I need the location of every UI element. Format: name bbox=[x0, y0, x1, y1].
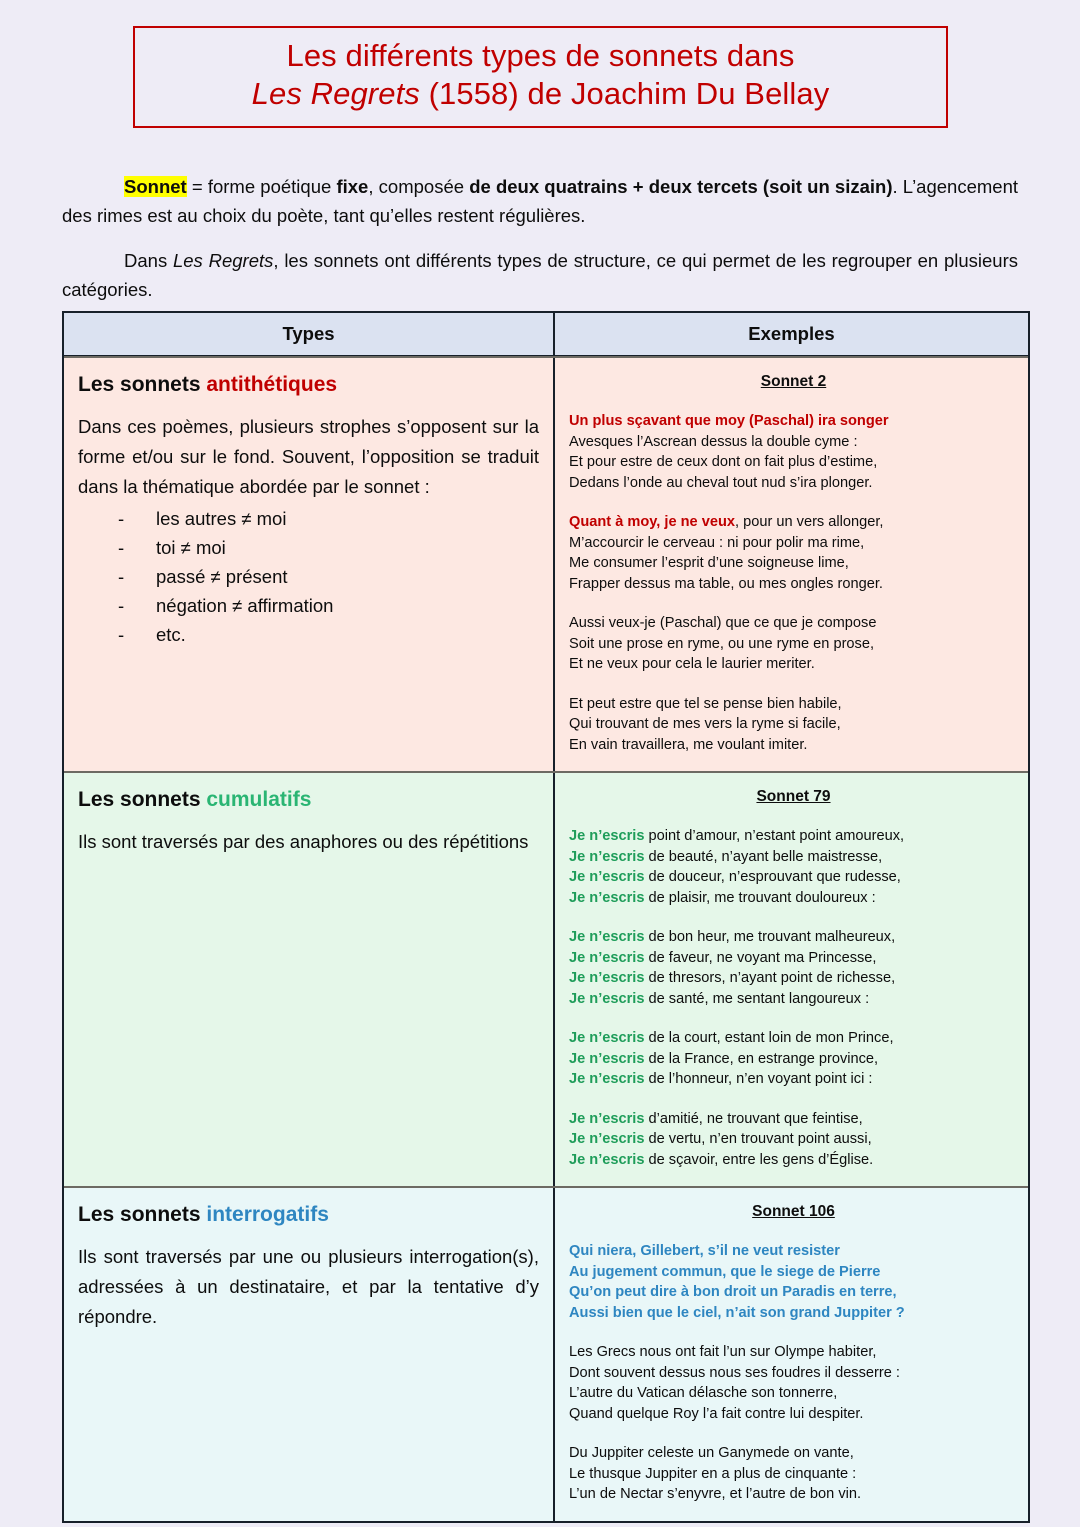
poem-line bbox=[569, 1303, 1018, 1324]
list-item: - négation ≠ affirmation bbox=[118, 591, 539, 620]
poem-line-emphasis: Je n’escris bbox=[569, 970, 645, 986]
poem-line-rest: Qui trouvant de mes vers la ryme si facile, bbox=[569, 716, 841, 732]
poem-line-rest: de faveur, ne voyant ma Princesse, bbox=[644, 949, 877, 966]
poem-line bbox=[569, 1443, 1018, 1464]
poem-line-emphasis: Je n’escris bbox=[569, 848, 645, 865]
poem-line-rest: de vertu, n’en trouvant point aussi, bbox=[644, 1131, 872, 1147]
example-cell-sonnet-2 bbox=[555, 358, 1028, 771]
poem-line bbox=[569, 533, 1018, 554]
poem-line bbox=[569, 1109, 1018, 1130]
poem-title: Sonnet 2 bbox=[760, 373, 827, 390]
header-cell-exemples: Exemples bbox=[555, 313, 1028, 355]
intro-paragraph-1 bbox=[62, 172, 1018, 230]
intro-section bbox=[62, 172, 1018, 304]
type-heading-plain: Les sonnets bbox=[78, 1203, 207, 1226]
poem-line-emphasis: Je n’escris bbox=[569, 1151, 645, 1168]
poem-line bbox=[569, 735, 1018, 756]
example-cell-sonnet-79 bbox=[555, 773, 1028, 1186]
type-cell-cumulatifs bbox=[64, 773, 555, 1186]
poem-line bbox=[569, 867, 1018, 888]
poem-line-emphasis: Je n’escris bbox=[569, 1110, 645, 1127]
poem-line bbox=[569, 1383, 1018, 1404]
poem-line bbox=[569, 714, 1018, 735]
table-row bbox=[64, 1186, 1028, 1521]
type-heading-plain: Les sonnets bbox=[78, 373, 207, 396]
poem-line bbox=[569, 1069, 1018, 1090]
poem-line bbox=[569, 1484, 1018, 1505]
poem-line-rest: de thresors, n’ayant point de richesse, bbox=[644, 970, 896, 986]
poem-line-emphasis: Je n’escris bbox=[569, 1050, 645, 1067]
intro-p1-bold-1: fixe bbox=[336, 176, 369, 197]
poem-line-rest: de la France, en estrange province, bbox=[644, 1050, 879, 1067]
title-line-2 bbox=[145, 75, 936, 113]
poem-stanza bbox=[569, 1241, 1018, 1323]
poem-line bbox=[569, 826, 1018, 847]
poem-stanza bbox=[569, 1443, 1018, 1505]
poem-line-rest: Les Grecs nous ont fait l’un sur Olympe habiter, bbox=[569, 1344, 877, 1360]
sonnet-types-table bbox=[62, 311, 1030, 1523]
list-item: - etc. bbox=[118, 620, 539, 649]
poem-line bbox=[569, 473, 1018, 494]
poem-line-emphasis: Au jugement commun, que le siege de Pierre bbox=[569, 1263, 881, 1280]
poem-stanza bbox=[569, 512, 1018, 594]
poem-line bbox=[569, 989, 1018, 1010]
poem-line bbox=[569, 654, 1018, 675]
poem-line-rest: de douceur, n’esprouvant que rudesse, bbox=[644, 869, 901, 885]
type-description-cumulatifs: Ils sont traversés par des anaphores ou des répétitions bbox=[78, 831, 529, 852]
type-cell-interrogatifs bbox=[64, 1188, 555, 1521]
example-cell-sonnet-106 bbox=[555, 1188, 1028, 1521]
poem-line-rest: Me consumer l’esprit d’une soigneuse lime, bbox=[569, 555, 849, 571]
poem-line-rest: point d’amour, n’estant point amoureux, bbox=[644, 828, 905, 844]
poem-line-emphasis: Je n’escris bbox=[569, 990, 645, 1007]
poem-line-rest: , pour un vers allonger, bbox=[735, 514, 884, 530]
poem-stanza bbox=[569, 826, 1018, 908]
poem-line-rest: Dont souvent dessus nous ses foudres il desserre : bbox=[569, 1364, 900, 1381]
title-line-2-rest: (1558) de Joachim Du Bellay bbox=[419, 76, 830, 111]
poem-line-emphasis: Un plus sçavant que moy (Paschal) ira songer bbox=[569, 413, 889, 429]
poem-line bbox=[569, 452, 1018, 473]
type-cell-antithetiques bbox=[64, 358, 555, 771]
poem-line-rest: Du Juppiter celeste un Ganymede on vante, bbox=[569, 1445, 854, 1461]
type-bullets-antithetiques bbox=[78, 504, 539, 649]
poem-line-rest: Le thusque Juppiter en a plus de cinquante : bbox=[569, 1465, 857, 1482]
list-item: - passé ≠ présent bbox=[118, 562, 539, 591]
poem-line-emphasis: Je n’escris bbox=[569, 889, 645, 906]
poem-stanza bbox=[569, 411, 1018, 493]
poem-line bbox=[569, 847, 1018, 868]
poem-line-emphasis: Je n’escris bbox=[569, 1131, 645, 1147]
type-heading-accent: cumulatifs bbox=[206, 788, 312, 811]
poem-line bbox=[569, 553, 1018, 574]
table-row bbox=[64, 771, 1028, 1186]
poem-line-rest: Avesques l’Ascrean dessus la double cyme : bbox=[569, 433, 858, 450]
poem-line bbox=[569, 574, 1018, 595]
intro-p1-c: . L’agencement des rimes est au choix du poète, tant qu’elles restent régulières. bbox=[62, 176, 1018, 226]
poem-line-rest: Soit une prose en ryme, ou une ryme en prose, bbox=[569, 635, 875, 652]
poem-line-rest: L’un de Nectar s’enyvre, et l’autre de bon vin. bbox=[569, 1486, 862, 1502]
poem-line-emphasis: Aussi bien que le ciel, n’ait son grand Juppiter ? bbox=[569, 1304, 905, 1321]
poem-line bbox=[569, 888, 1018, 909]
poem-line-emphasis: Je n’escris bbox=[569, 1030, 645, 1046]
intro-p1-bold-2: de deux quatrains + deux tercets (soit un sizain) bbox=[469, 176, 893, 197]
poem-stanza bbox=[569, 1028, 1018, 1090]
poem-stanza bbox=[569, 927, 1018, 1009]
intro-p2-work-name: Les Regrets bbox=[172, 250, 274, 271]
poem-line bbox=[569, 948, 1018, 969]
poem-line bbox=[569, 1028, 1018, 1049]
poem-line bbox=[569, 1342, 1018, 1363]
poem-line-emphasis: Je n’escris bbox=[569, 1071, 645, 1087]
poem-line bbox=[569, 1282, 1018, 1303]
title-line-1: Les différents types de sonnets dans bbox=[286, 38, 795, 73]
header-cell-types: Types bbox=[64, 313, 555, 355]
poem-line bbox=[569, 1150, 1018, 1171]
poem-stanza bbox=[569, 613, 1018, 675]
poem-line-rest: d’amitié, ne trouvant que feintise, bbox=[644, 1110, 863, 1127]
poem-line-emphasis: Je n’escris bbox=[569, 949, 645, 966]
type-heading-plain: Les sonnets bbox=[78, 788, 207, 811]
poem-line-rest: de beauté, n’ayant belle maistresse, bbox=[644, 848, 883, 865]
poem-line-rest: de bon heur, me trouvant malheureux, bbox=[644, 929, 896, 945]
intro-p1-b: , composée bbox=[368, 176, 470, 197]
poem-line-emphasis: Qui niera, Gillebert, s’il ne veut resister bbox=[569, 1243, 840, 1259]
poem-line-rest: Et pour estre de ceux dont on fait plus d’estime, bbox=[569, 454, 878, 470]
poem-line bbox=[569, 1049, 1018, 1070]
poem-line-rest: de l’honneur, n’en voyant point ici : bbox=[644, 1071, 873, 1087]
poem-line bbox=[569, 968, 1018, 989]
poem-stanza bbox=[569, 694, 1018, 756]
poem-line bbox=[569, 927, 1018, 948]
type-heading-accent: antithétiques bbox=[206, 373, 338, 396]
poem-line bbox=[569, 1241, 1018, 1262]
poem-line bbox=[569, 1404, 1018, 1425]
poem-line-emphasis: Je n’escris bbox=[569, 929, 645, 945]
type-heading-interrogatifs bbox=[78, 1202, 539, 1228]
type-description-antithetiques: Dans ces poèmes, plusieurs strophes s’opposent sur la forme et/ou sur le fond. Souvent, l’opposition se traduit dans la thématique abordée par le sonnet : bbox=[78, 416, 539, 497]
poem-line-emphasis: Je n’escris bbox=[569, 869, 645, 885]
intro-p2-a: Dans bbox=[124, 250, 173, 271]
type-heading-accent: interrogatifs bbox=[206, 1203, 329, 1226]
poem-line bbox=[569, 1262, 1018, 1283]
poem-line-rest: L’autre du Vatican délasche son tonnerre, bbox=[569, 1385, 838, 1401]
poem-line-rest: Aussi veux-je (Paschal) que ce que je compose bbox=[569, 615, 877, 631]
intro-p1-a: = forme poétique bbox=[186, 176, 337, 197]
poem-line-rest: Quand quelque Roy l’a fait contre lui despiter. bbox=[569, 1405, 864, 1422]
type-heading-cumulatifs bbox=[78, 787, 539, 813]
poem-line-rest: de santé, me sentant langoureux : bbox=[644, 990, 870, 1007]
title-work-name: Les Regrets bbox=[251, 76, 420, 111]
poem-line-rest: Et peut estre que tel se pense bien habile, bbox=[569, 695, 842, 712]
poem-line-rest: de sçavoir, entre les gens d’Église. bbox=[644, 1151, 874, 1168]
poem-line-rest: de plaisir, me trouvant douloureux : bbox=[644, 889, 876, 906]
poem-line bbox=[569, 432, 1018, 453]
poem-line-emphasis: Je n’escris bbox=[569, 828, 645, 844]
list-item: - les autres ≠ moi bbox=[118, 504, 539, 533]
poem-line bbox=[569, 1464, 1018, 1485]
poem-line bbox=[569, 411, 1018, 432]
list-item: - toi ≠ moi bbox=[118, 533, 539, 562]
poem-line-rest: Dedans l’onde au cheval tout nud s’ira plonger. bbox=[569, 474, 873, 491]
sonnet-highlight: Sonnet bbox=[124, 176, 187, 197]
poem-line-rest: Frapper dessus ma table, ou mes ongles ronger. bbox=[569, 575, 883, 592]
poem-line-rest: M’accourcir le cerveau : ni pour polir ma rime, bbox=[569, 534, 865, 551]
poem-line bbox=[569, 694, 1018, 715]
table-row bbox=[64, 356, 1028, 771]
poem-title: Sonnet 106 bbox=[752, 1203, 835, 1220]
poem-stanza bbox=[569, 1342, 1018, 1424]
poem-line bbox=[569, 1363, 1018, 1384]
poem-line-rest: En vain travaillera, me voulant imiter. bbox=[569, 736, 808, 753]
intro-p2-b: , les sonnets ont différents types de structure, ce qui permet de les regrouper en plusieurs catégories. bbox=[62, 250, 1019, 300]
poem-title: Sonnet 79 bbox=[756, 788, 831, 805]
document-title-box bbox=[133, 26, 948, 128]
poem-stanza bbox=[569, 1109, 1018, 1171]
table-header-row bbox=[64, 313, 1028, 356]
poem-line-rest: de la court, estant loin de mon Prince, bbox=[644, 1030, 894, 1046]
type-description-interrogatifs: Ils sont traversés par une ou plusieurs interrogation(s), adressées à un destinataire, et par la tentative d’y répondre. bbox=[78, 1246, 539, 1327]
poem-line bbox=[569, 1129, 1018, 1150]
poem-line bbox=[569, 634, 1018, 655]
poem-line bbox=[569, 613, 1018, 634]
poem-line bbox=[569, 512, 1018, 533]
poem-line-rest: Et ne veux pour cela le laurier meriter. bbox=[569, 656, 815, 672]
type-heading-antithetiques bbox=[78, 372, 539, 398]
intro-paragraph-2 bbox=[62, 246, 1018, 304]
poem-line-emphasis: Quant à moy, je ne veux bbox=[569, 514, 735, 530]
poem-line-emphasis: Qu’on peut dire à bon droit un Paradis en terre, bbox=[569, 1284, 897, 1300]
